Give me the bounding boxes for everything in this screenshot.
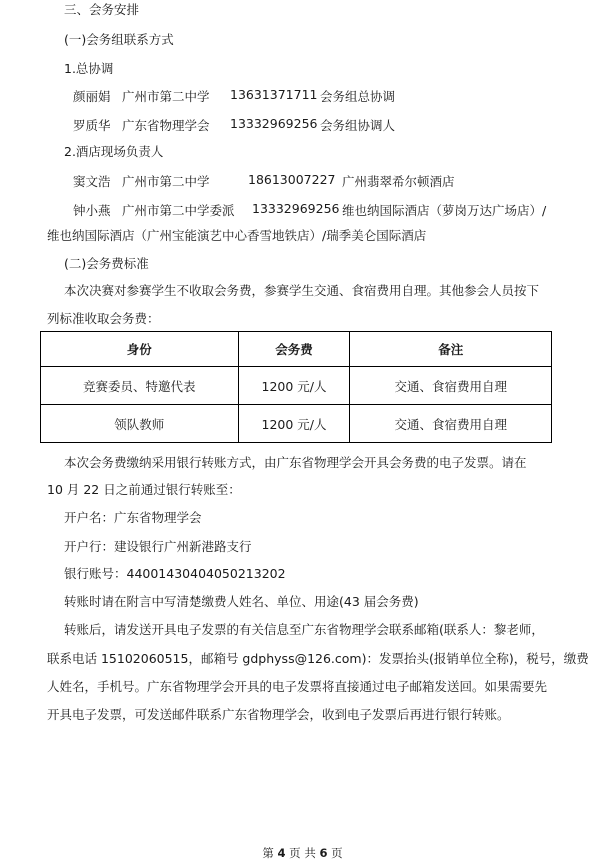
- account-name: 开户名：广东省物理学会: [64, 510, 202, 525]
- page-footer: [0, 845, 605, 861]
- coordinators-heading: 1.总协调: [64, 61, 114, 76]
- invoice-line: 转账后，请发送开具电子发票的有关信息至广东省物理学会联系邮箱(联系人：黎老师，: [64, 622, 544, 637]
- fees-intro-line: 列标准收取会务费：: [47, 311, 160, 326]
- contact-phone: 13631371711: [230, 87, 318, 102]
- hotel-continuation: 维也纳国际酒店（广州宝能演艺中心香雪地铁店）/瑞季美仑国际酒店: [47, 228, 427, 243]
- contact-phone: 18613007227: [248, 172, 336, 187]
- column-header: 备注: [350, 332, 552, 367]
- contact-role: 会务组协调人: [320, 118, 396, 133]
- section-title: 三、会务安排: [64, 2, 140, 17]
- contact-org: 广东省物理学会: [122, 118, 210, 133]
- table-cell: 1200 元/人: [238, 405, 350, 443]
- contact-org: 广州市第二中学: [122, 174, 210, 189]
- column-header: 身份: [41, 332, 239, 367]
- fees-heading: (二)会务费标准: [64, 256, 149, 271]
- bank-name: 开户行：建设银行广州新港路支行: [64, 539, 252, 554]
- table-row: [41, 367, 552, 405]
- table-cell: 交通、食宿费用自理: [350, 405, 552, 443]
- contact-name: 窦文浩: [73, 174, 111, 189]
- invoice-line: 开具电子发票，可发送邮件联系广东省物理学会，收到电子发票后再进行银行转账。: [47, 707, 510, 722]
- contact-name: 罗质华: [73, 118, 111, 133]
- fee-table: [40, 331, 552, 443]
- transfer-remark: 转账时请在附言中写清楚缴费人姓名、单位、用途(43 届会务费): [64, 594, 419, 609]
- column-header: 会务费: [238, 332, 350, 367]
- footer-prefix: 第: [262, 846, 274, 860]
- contact-name: 钟小燕: [73, 203, 111, 218]
- contact-phone: 13332969256: [252, 201, 340, 216]
- contact-hotel: 维也纳国际酒店（萝岗万达广场店）/: [342, 203, 547, 218]
- contact-org: 广州市第二中学: [122, 89, 210, 104]
- invoice-line: 人姓名，手机号。广东省物理学会开具的电子发票将直接通过电子邮箱发送回。如果需要先: [47, 679, 548, 694]
- contact-phone: 13332969256: [230, 116, 318, 131]
- table-row: [41, 405, 552, 443]
- table-cell: 领队教师: [41, 405, 239, 443]
- total-page-number: 6: [319, 846, 328, 860]
- invoice-line: 联系电话 15102060515，邮箱号 gdphyss@126.com)：发票抬头(报销单位全称)，税号，缴费: [47, 651, 589, 666]
- payment-line: 10 月 22 日之前通过银行转账至：: [47, 482, 241, 497]
- contact-org: 广州市第二中学委派: [122, 203, 235, 218]
- contact-name: 颜丽娟: [73, 89, 111, 104]
- table-header-row: [41, 332, 552, 367]
- contacts-heading: (一)会务组联系方式: [64, 32, 174, 47]
- account-number: 银行账号：44001430404050213202: [64, 566, 286, 581]
- table-cell: 交通、食宿费用自理: [350, 367, 552, 405]
- payment-line: 本次会务费缴纳采用银行转账方式，由广东省物理学会开具会务费的电子发票。请在: [64, 455, 527, 470]
- current-page-number: 4: [277, 846, 286, 860]
- hotel-contacts-heading: 2.酒店现场负责人: [64, 144, 164, 159]
- footer-suffix: 页: [331, 846, 343, 860]
- table-cell: 竞赛委员、特邀代表: [41, 367, 239, 405]
- contact-role: 会务组总协调: [320, 89, 396, 104]
- fees-intro-line: 本次决赛对参赛学生不收取会务费，参赛学生交通、食宿费用自理。其他参会人员按下: [64, 283, 540, 298]
- contact-hotel: 广州翡翠希尔顿酒店: [342, 174, 455, 189]
- footer-middle: 页 共: [289, 846, 316, 860]
- table-cell: 1200 元/人: [238, 367, 350, 405]
